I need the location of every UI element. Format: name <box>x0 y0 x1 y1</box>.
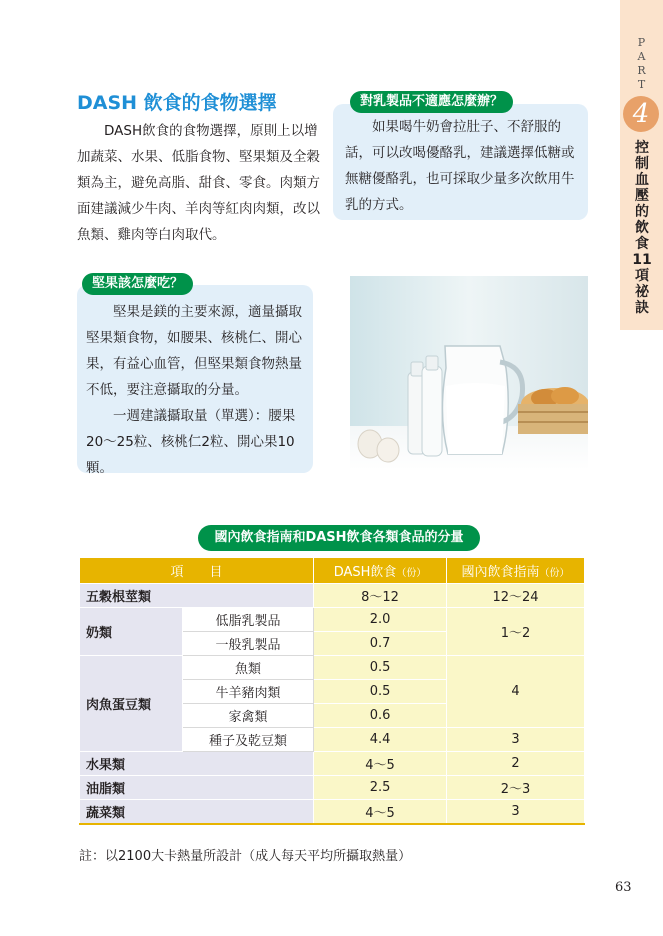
table-row: 肉魚蛋豆類 魚類 0.5 4 <box>80 656 585 680</box>
table-row: 水果類 4～5 2 <box>80 752 585 776</box>
nut-tip-text: 堅果是鎂的主要來源，適量攝取堅果類食物，如腰果、核桃仁、開心果，有益心血管，但堅果類食物熱量不低，要注意攝取的分量。 一週建議攝取量（單選）：腰果20～25粒、核桃仁2粒、開心果10顆。 <box>86 304 302 476</box>
nut-tip-box <box>77 285 313 476</box>
table-row: 油脂類 2.5 2～3 <box>80 776 585 800</box>
header-dash: DASH飲食（份） <box>314 558 447 584</box>
table-note: 註：以2100大卡熱量所設計（成人每天平均所攝取熱量） <box>79 849 412 864</box>
part-label: P A R T <box>637 36 646 91</box>
milk-bottle-icon <box>408 356 442 456</box>
table-row: 奶類 低脂乳製品 2.0 1～2 <box>80 608 585 632</box>
bread-basket-icon <box>518 387 588 434</box>
page-number: 63 <box>615 880 632 895</box>
chapter-number: 4 <box>623 96 659 132</box>
food-portion-table <box>79 557 585 825</box>
milk-photo <box>350 276 588 470</box>
table-row: 牛羊豬肉類 0.5 <box>80 680 585 704</box>
header-item: 項 目 <box>80 558 314 584</box>
table-row: 家禽類 0.6 <box>80 704 585 728</box>
table-row: 一般乳製品 0.7 <box>80 632 585 656</box>
chapter-side-tab <box>620 0 663 330</box>
table-header-row <box>80 558 585 584</box>
dash-section-title: DASH 飲食的食物選擇 <box>77 92 277 114</box>
table-title: 國內飲食指南和DASH飲食各類食品的分量 <box>198 525 480 551</box>
table-row: 蔬菜類 4～5 3 <box>80 800 585 825</box>
dairy-tip-text: 如果喝牛奶會拉肚子、不舒服的話，可以改喝優酪乳，建議選擇低糖或無糖優酪乳，也可採取少量多次飲用牛乳的方式。 <box>345 119 575 213</box>
header-guide: 國內飲食指南（份） <box>447 558 585 584</box>
dairy-tip-box <box>333 104 588 220</box>
nut-tip-title: 堅果該怎麼吃？ <box>82 273 193 295</box>
table-row: 種子及乾豆類 4.4 3 <box>80 728 585 752</box>
table-row: 五穀根莖類 8～12 12～24 <box>80 584 585 608</box>
dairy-tip-title: 對乳製品不適應怎麼辦？ <box>350 91 513 113</box>
chapter-title: 控制血壓的飲食11項祕訣 <box>632 140 652 316</box>
dash-section-text: DASH飲食的食物選擇，原則上以增加蔬菜、水果、低脂食物、堅果類及全穀類為主，避免高脂、甜食、零食。肉類方面建議減少牛肉、羊肉等紅肉肉類，改以魚類、雞肉等白肉取代。 <box>77 123 320 243</box>
